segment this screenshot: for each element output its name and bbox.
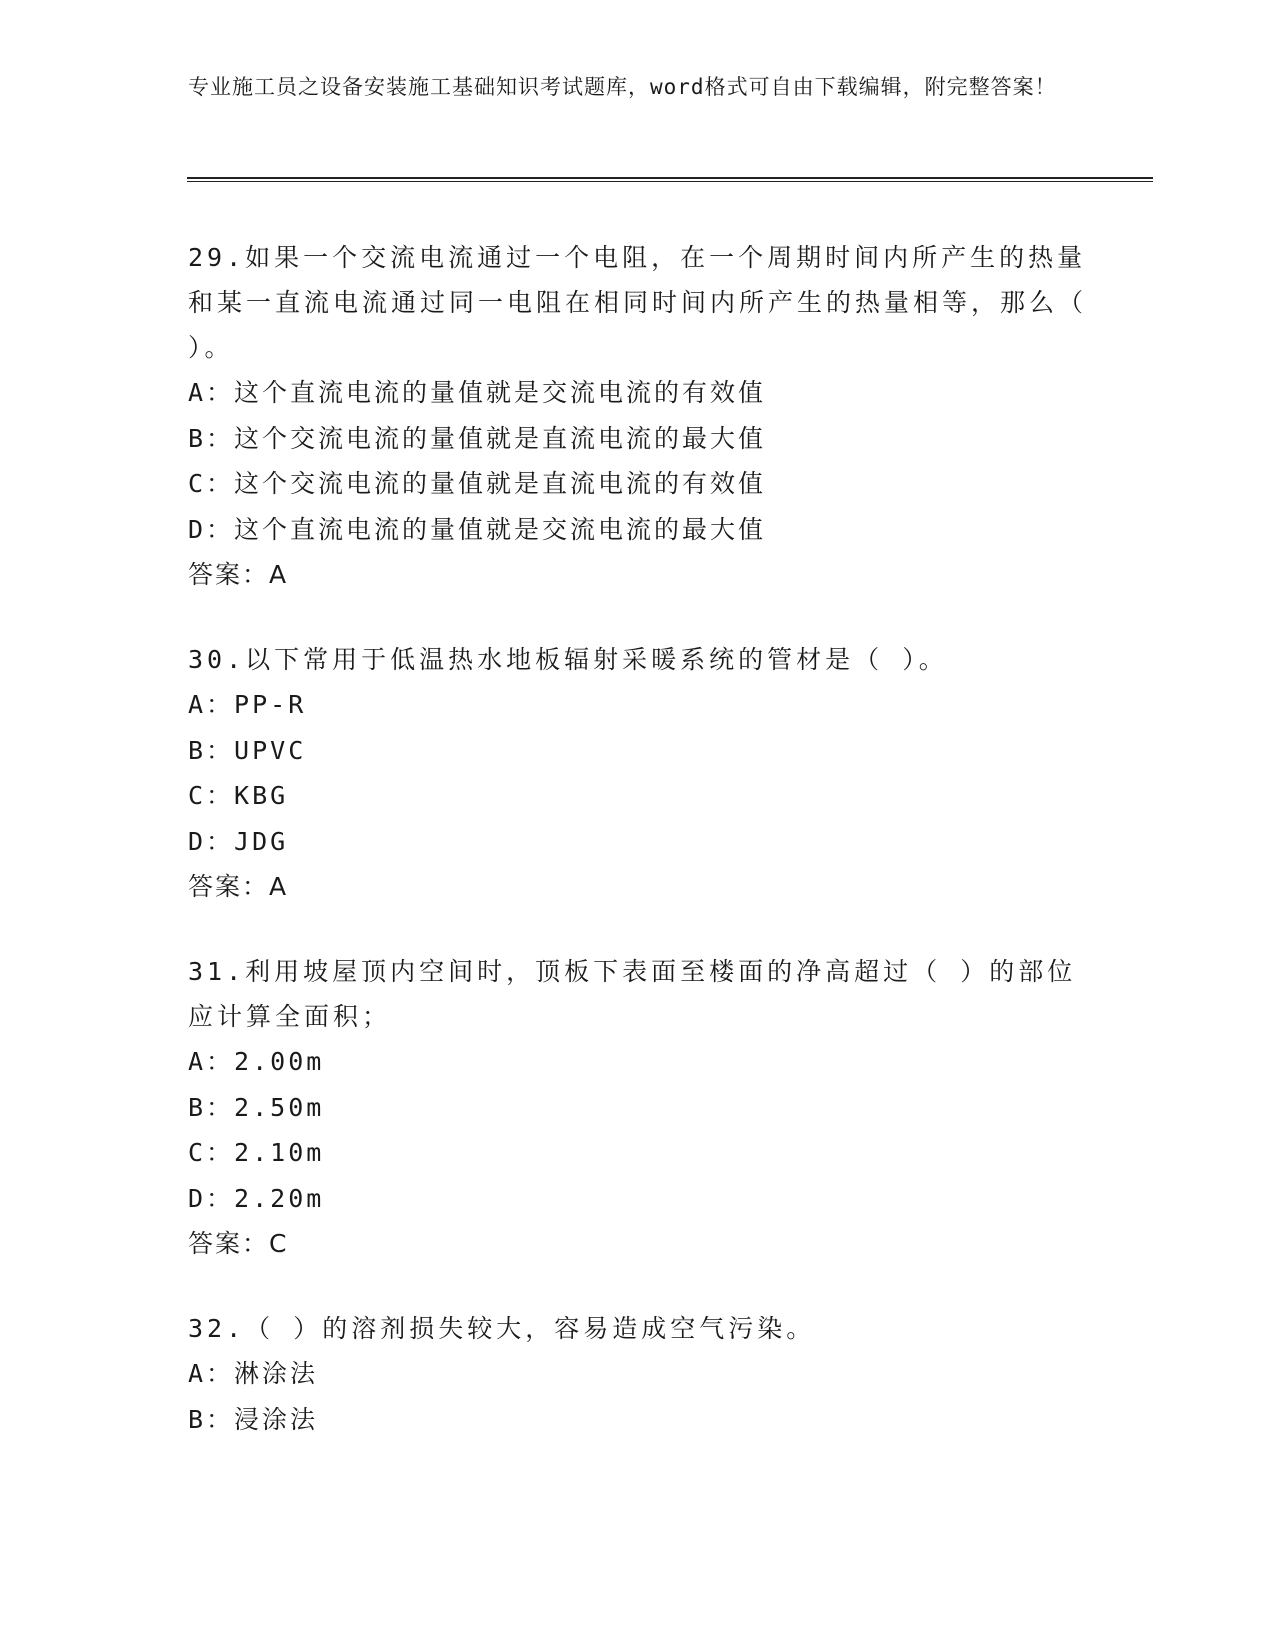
option-a: A：淋涂法 <box>188 1359 319 1388</box>
question-32 <box>188 1306 1088 1442</box>
option-b: B：这个交流电流的量值就是直流电流的最大值 <box>188 423 767 453</box>
header-divider <box>187 177 1153 182</box>
option-d: D：这个直流电流的量值就是交流电流的最大值 <box>188 514 767 544</box>
question-29 <box>188 235 1088 597</box>
question-stem: 32.（ ）的溶剂损失较大，容易造成空气污染。 <box>188 1314 816 1343</box>
option-b: B：浸涂法 <box>188 1404 319 1434</box>
answer-line: 答案：C <box>188 1229 289 1258</box>
answer-line: 答案：A <box>188 560 289 589</box>
question-stem: 30.以下常用于低温热水地板辐射采暖系统的管材是（ ）。 <box>188 645 948 674</box>
question-stem: 31.利用坡屋顶内空间时，顶板下表面至楼面的净高超过（ ）的部位应计算全面积； <box>188 957 1077 1031</box>
question-30 <box>188 637 1088 909</box>
option-b: B：UPVC <box>188 735 307 765</box>
answer-line: 答案：A <box>188 872 289 901</box>
option-d: D：JDG <box>188 826 289 856</box>
question-list <box>188 235 1088 1482</box>
option-c: C：2.10m <box>188 1138 325 1167</box>
option-b: B：2.50m <box>188 1092 325 1122</box>
option-a: A：2.00m <box>188 1047 325 1076</box>
question-31 <box>188 949 1088 1266</box>
option-c: C：KBG <box>188 781 289 810</box>
option-a: A：PP-R <box>188 690 307 719</box>
option-a: A：这个直流电流的量值就是交流电流的有效值 <box>188 378 767 407</box>
option-c: C：这个交流电流的量值就是直流电流的有效值 <box>188 469 767 498</box>
document-header: 专业施工员之设备安装施工基础知识考试题库，word格式可自由下载编辑，附完整答案！ <box>188 75 1057 99</box>
option-d: D：2.20m <box>188 1183 325 1213</box>
question-stem: 29.如果一个交流电流通过一个电阻，在一个周期时间内所产生的热量和某一直流电流通过同一电阻在相同时间内所产生的热量相等，那么（ ）。 <box>188 243 1088 362</box>
